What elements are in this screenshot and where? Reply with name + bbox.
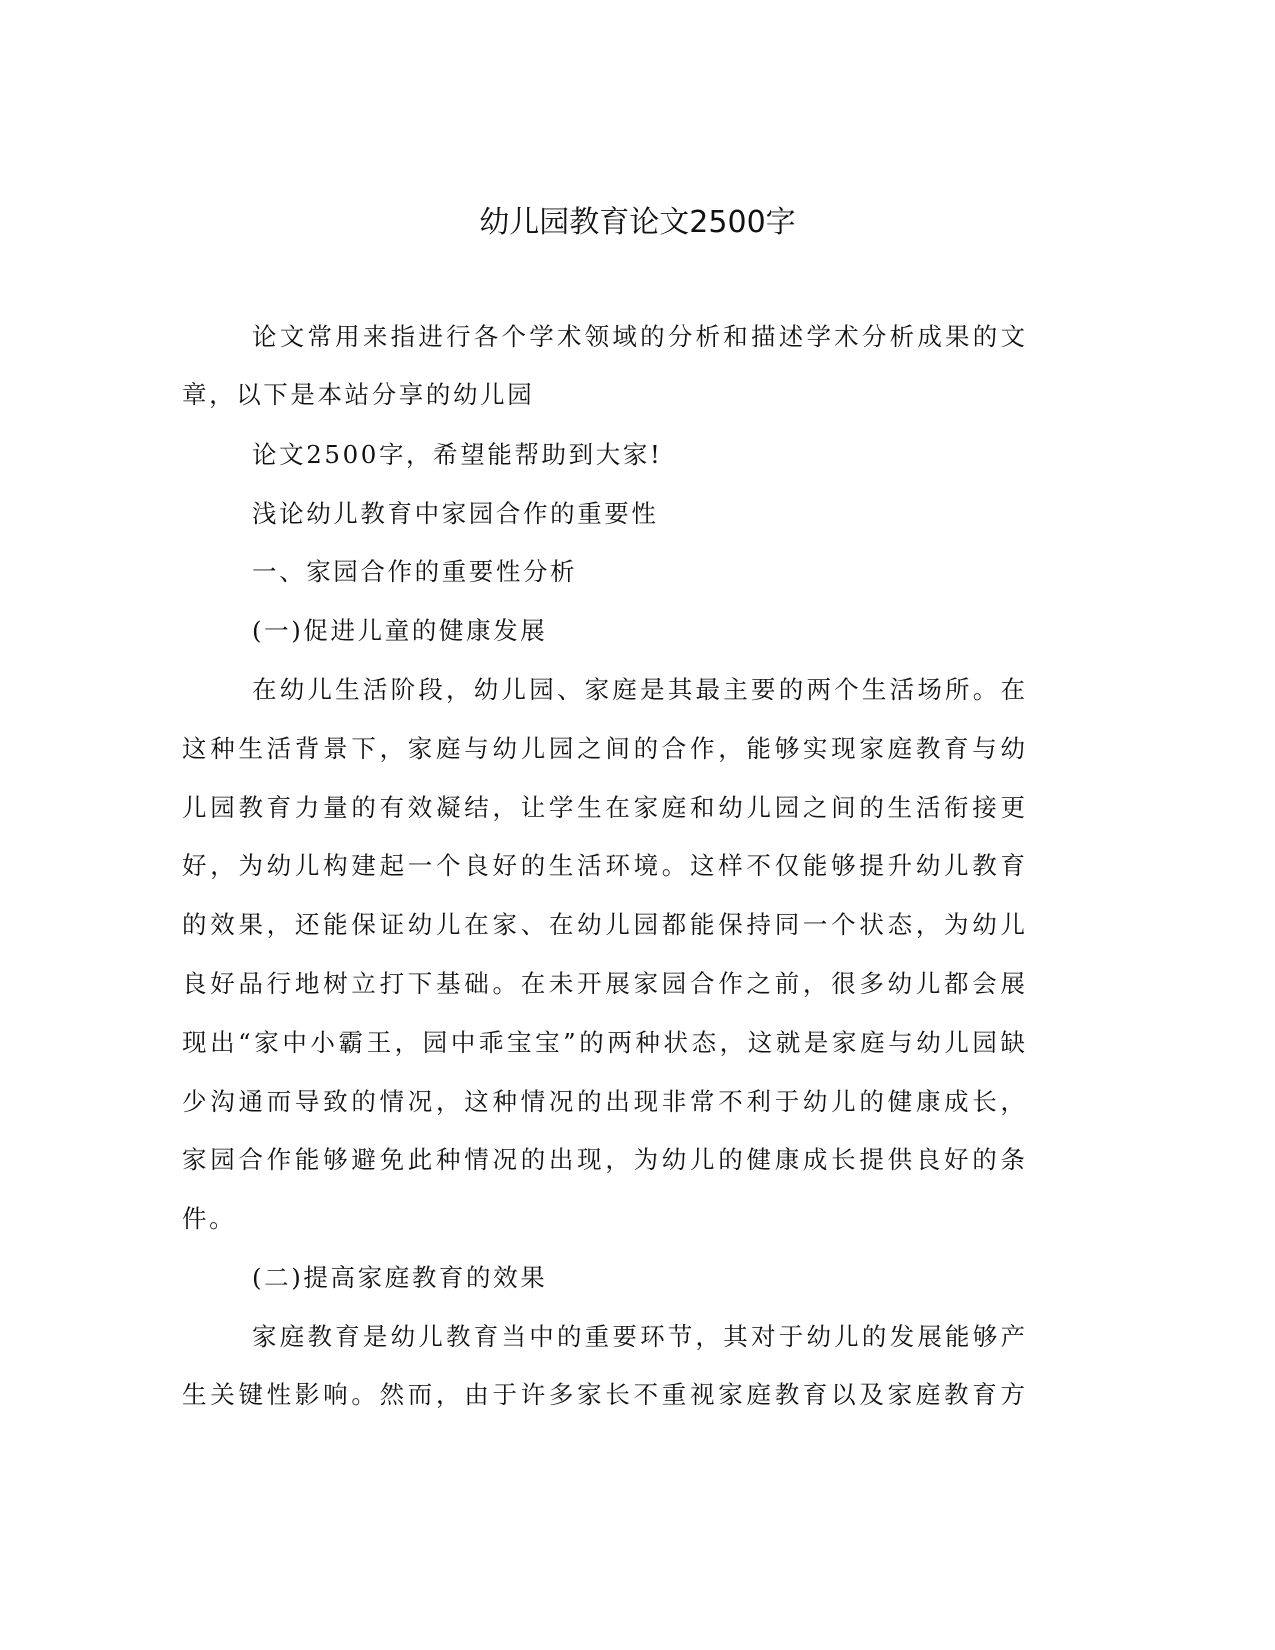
body-line: 好，为幼儿构建起一个良好的生活环境。这样不仅能够提升幼儿教育: [182, 851, 1025, 880]
body-line: 章，以下是本站分享的幼儿园: [182, 380, 535, 409]
body-line: 在幼儿生活阶段，幼儿园、家庭是其最主要的两个生活场所。在: [252, 675, 1025, 704]
body-line: 现出“家中小霸王，园中乖宝宝”的两种状态，这就是家庭与幼儿园缺: [182, 1028, 1025, 1057]
body-line: 家庭教育是幼儿教育当中的重要环节，其对于幼儿的发展能够产: [252, 1322, 1025, 1351]
body-line: 论文2500字，希望能帮助到大家!: [252, 440, 663, 469]
document-title: 幼儿园教育论文2500字: [479, 205, 796, 240]
body-line: 论文常用来指进行各个学术领域的分析和描述学术分析成果的文: [252, 322, 1025, 351]
body-line: 的效果，还能保证幼儿在家、在幼儿园都能保持同一个状态，为幼儿: [182, 910, 1025, 939]
subsection-heading: (二)提高家庭教育的效果: [252, 1263, 548, 1292]
body-line: 生关键性影响。然而，由于许多家长不重视家庭教育以及家庭教育方: [182, 1380, 1025, 1409]
body-line: 家园合作能够避免此种情况的出现，为幼儿的健康成长提供良好的条: [182, 1145, 1025, 1174]
subsection-heading: (一)促进儿童的健康发展: [252, 616, 548, 645]
body-line: 良好品行地树立打下基础。在未开展家园合作之前，很多幼儿都会展: [182, 969, 1025, 998]
body-line: 儿园教育力量的有效凝结，让学生在家庭和幼儿园之间的生活衔接更: [182, 793, 1025, 822]
section-heading: 浅论幼儿教育中家园合作的重要性: [252, 499, 659, 528]
body-line: 件。: [182, 1204, 237, 1233]
section-heading: 一、家园合作的重要性分析: [252, 557, 578, 586]
body-line: 少沟通而导致的情况，这种情况的出现非常不利于幼儿的健康成长，: [182, 1087, 1025, 1116]
body-line: 这种生活背景下，家庭与幼儿园之间的合作，能够实现家庭教育与幼: [182, 734, 1025, 763]
